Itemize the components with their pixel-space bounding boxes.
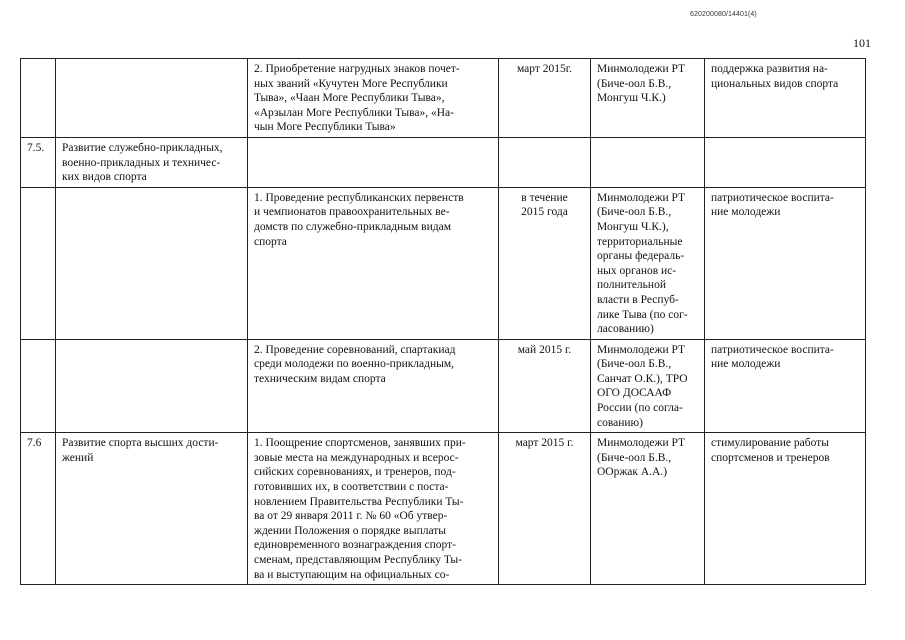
row-number-cell: 7.5. [21, 137, 56, 187]
term-cell: март 2015 г. [499, 433, 591, 585]
activity-cell [248, 137, 499, 187]
table-row [21, 433, 866, 585]
activity-cell: 1. Проведение республиканских первенств и чемпионатов правоохранительных ве- домств по служебно-прикладным видам спорта [248, 187, 499, 339]
result-cell: патриотическое воспита- ние молодежи [705, 339, 866, 433]
row-number-cell: 7.6 [21, 433, 56, 585]
result-cell: патриотическое воспита- ние молодежи [705, 187, 866, 339]
term-cell: в течение 2015 года [499, 187, 591, 339]
section-cell: Развитие служебно-прикладных, военно-прикладных и техничес- ких видов спорта [56, 137, 248, 187]
term-cell [499, 137, 591, 187]
section-cell: Развитие спорта высших дости- жений [56, 433, 248, 585]
executor-cell: Минмолодежи РТ (Биче-оол Б.В., ООржак А.А.) [591, 433, 705, 585]
table-row [21, 137, 866, 187]
result-cell [705, 137, 866, 187]
term-cell: май 2015 г. [499, 339, 591, 433]
term-cell: март 2015г. [499, 59, 591, 138]
executor-cell: Минмолодежи РТ (Биче-оол Б.В., Монгуш Ч.К.) [591, 59, 705, 138]
executor-cell: Минмолодежи РТ (Биче-оол Б.В., Монгуш Ч.К.), территориальные органы федераль- ных органов ис- полнительной власти в Респуб- лике Тыва (по сог- ласованию) [591, 187, 705, 339]
executor-cell: Минмолодежи РТ (Биче-оол Б.В., Санчат О.К.), ТРО ОГО ДОСААФ России (по согла- сованию) [591, 339, 705, 433]
result-cell: стимулирование работы спортсменов и тренеров [705, 433, 866, 585]
page-number: 101 [853, 36, 871, 50]
section-cell [56, 59, 248, 138]
activity-cell: 2. Приобретение нагрудных знаков почет- ных званий «Кучутен Моге Республики Тыва», «Чаан Моге Республики Тыва», «Арзылан Моге Республики Тыва», «На- чын Моге Республики Тыва» [248, 59, 499, 138]
executor-cell [591, 137, 705, 187]
row-number-cell [21, 339, 56, 433]
table-row [21, 339, 866, 433]
activity-cell: 2. Проведение соревнований, спартакиад среди молодежи по военно-прикладным, техническим видам спорта [248, 339, 499, 433]
section-cell [56, 187, 248, 339]
row-number-cell [21, 187, 56, 339]
result-cell: поддержка развития на- циональных видов спорта [705, 59, 866, 138]
table-row [21, 187, 866, 339]
row-number-cell [21, 59, 56, 138]
table-row [21, 59, 866, 138]
document-id: 620200080/14401(4) [690, 11, 757, 18]
activity-cell: 1. Поощрение спортсменов, занявших при- зовые места на международных и всерос- сийских соревнованиях, и тренеров, под- готовивших их, в соответствии с поста- новлением Правительства Республики Ты- ва от 29 января 2011 г. № 60 «Об утвер- ждении Положения о порядке выплаты единовременного вознаграждения спорт- сменам, представляющим Республику Ты- ва и выступающим на официальных со- [248, 433, 499, 585]
plan-table [20, 58, 866, 585]
section-cell [56, 339, 248, 433]
